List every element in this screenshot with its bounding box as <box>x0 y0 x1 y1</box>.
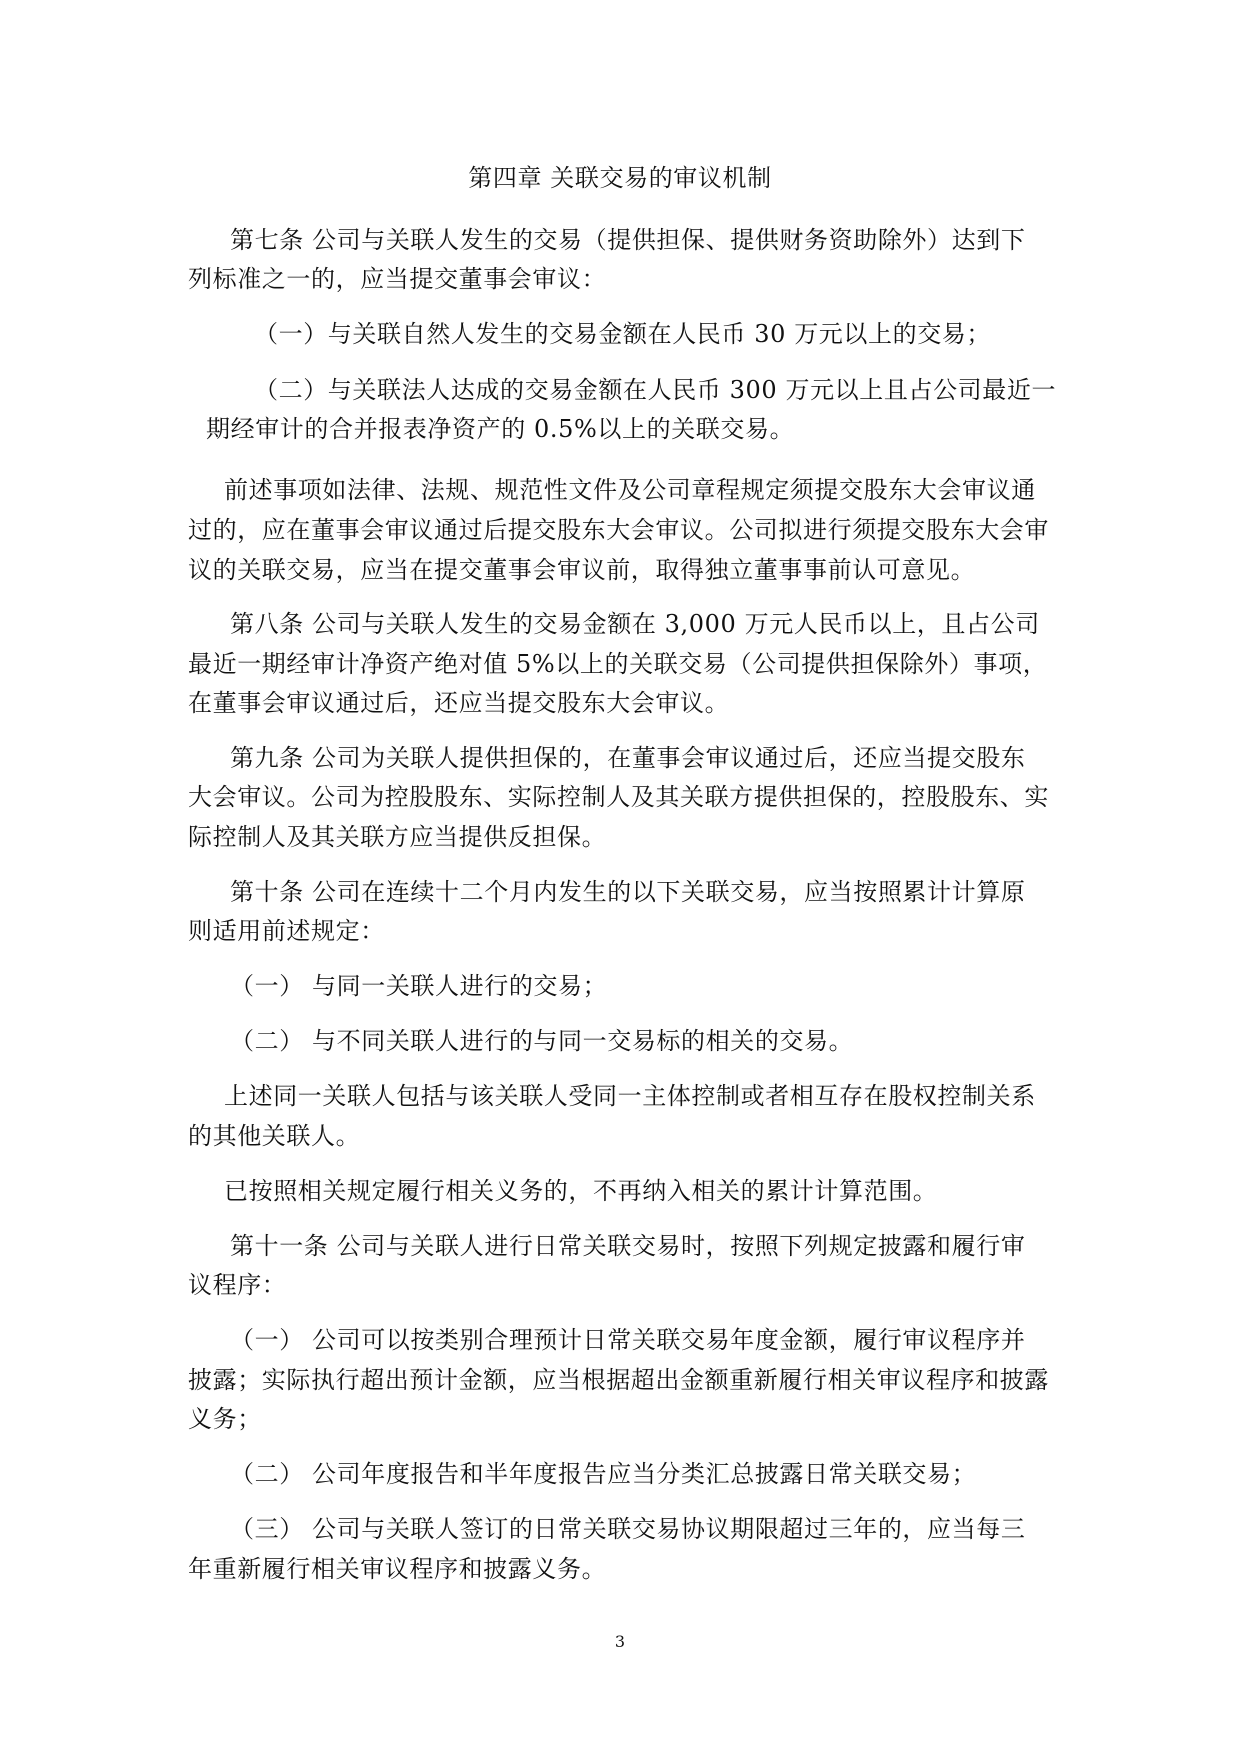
text-line: 上述同一关联人包括与该关联人受同一主体控制或者相互存在股权控制关系 <box>224 1082 1036 1110</box>
text-line: （二） 与不同关联人进行的与同一交易标的相关的交易。 <box>230 1027 854 1055</box>
text-line: 则适用前述规定： <box>188 917 385 945</box>
text-line: 第十条 公司在连续十二个月内发生的以下关联交易，应当按照累计计算原 <box>230 878 1026 906</box>
text-line: （一） 与同一关联人进行的交易； <box>230 972 608 1000</box>
text-line: 第七条 公司与关联人发生的交易（提供担保、提供财务资助除外）达到下 <box>230 226 1026 254</box>
text-line: 的其他关联人。 <box>188 1122 361 1150</box>
text-line: 前述事项如法律、法规、规范性文件及公司章程规定须提交股东大会审议通 <box>224 476 1036 504</box>
text-line: 过的，应在董事会审议通过后提交股东大会审议。公司拟进行须提交股东大会审 <box>188 516 1049 544</box>
text-line: 列标准之一的，应当提交董事会审议： <box>188 265 607 293</box>
text-line: 大会审议。公司为控股股东、实际控制人及其关联方提供担保的，控股股东、实 <box>188 783 1049 811</box>
text-line: 第十一条 公司与关联人进行日常关联交易时，按照下列规定披露和履行审 <box>230 1232 1026 1260</box>
chapter-title: 第四章 关联交易的审议机制 <box>468 164 772 192</box>
text-line: 第九条 公司为关联人提供担保的，在董事会审议通过后，还应当提交股东 <box>230 744 1026 772</box>
page-number: 3 <box>614 1632 626 1651</box>
text-line: 年重新履行相关审议程序和披露义务。 <box>188 1555 607 1583</box>
text-line: （一） 公司可以按类别合理预计日常关联交易年度金额，履行审议程序并 <box>230 1326 1026 1354</box>
text-line: 第八条 公司与关联人发生的交易金额在 3,000 万元人民币以上，且占公司 <box>230 610 1040 638</box>
text-line: 际控制人及其关联方应当提供反担保。 <box>188 823 607 851</box>
text-line: 已按照相关规定履行相关义务的，不再纳入相关的累计计算范围。 <box>224 1177 938 1205</box>
text-line: （二）与关联法人达成的交易金额在人民币 300 万元以上且占公司最近一 <box>254 376 1057 404</box>
text-line: 议程序： <box>188 1271 287 1299</box>
text-line: （三） 公司与关联人签订的日常关联交易协议期限超过三年的，应当每三 <box>230 1515 1026 1543</box>
text-line: （一）与关联自然人发生的交易金额在人民币 30 万元以上的交易； <box>254 320 991 348</box>
text-line: 最近一期经审计净资产绝对值 5%以上的关联交易（公司提供担保除外）事项， <box>188 650 1048 678</box>
text-line: 议的关联交易，应当在提交董事会审议前，取得独立董事事前认可意见。 <box>188 556 976 584</box>
text-line: 义务； <box>188 1405 262 1433</box>
text-line: 期经审计的合并报表净资产的 0.5%以上的关联交易。 <box>206 415 795 443</box>
text-line: 在董事会审议通过后，还应当提交股东大会审议。 <box>188 689 730 717</box>
text-line: （二） 公司年度报告和半年度报告应当分类汇总披露日常关联交易； <box>230 1460 977 1488</box>
text-line: 披露；实际执行超出预计金额，应当根据超出金额重新履行相关审议程序和披露 <box>188 1366 1049 1394</box>
